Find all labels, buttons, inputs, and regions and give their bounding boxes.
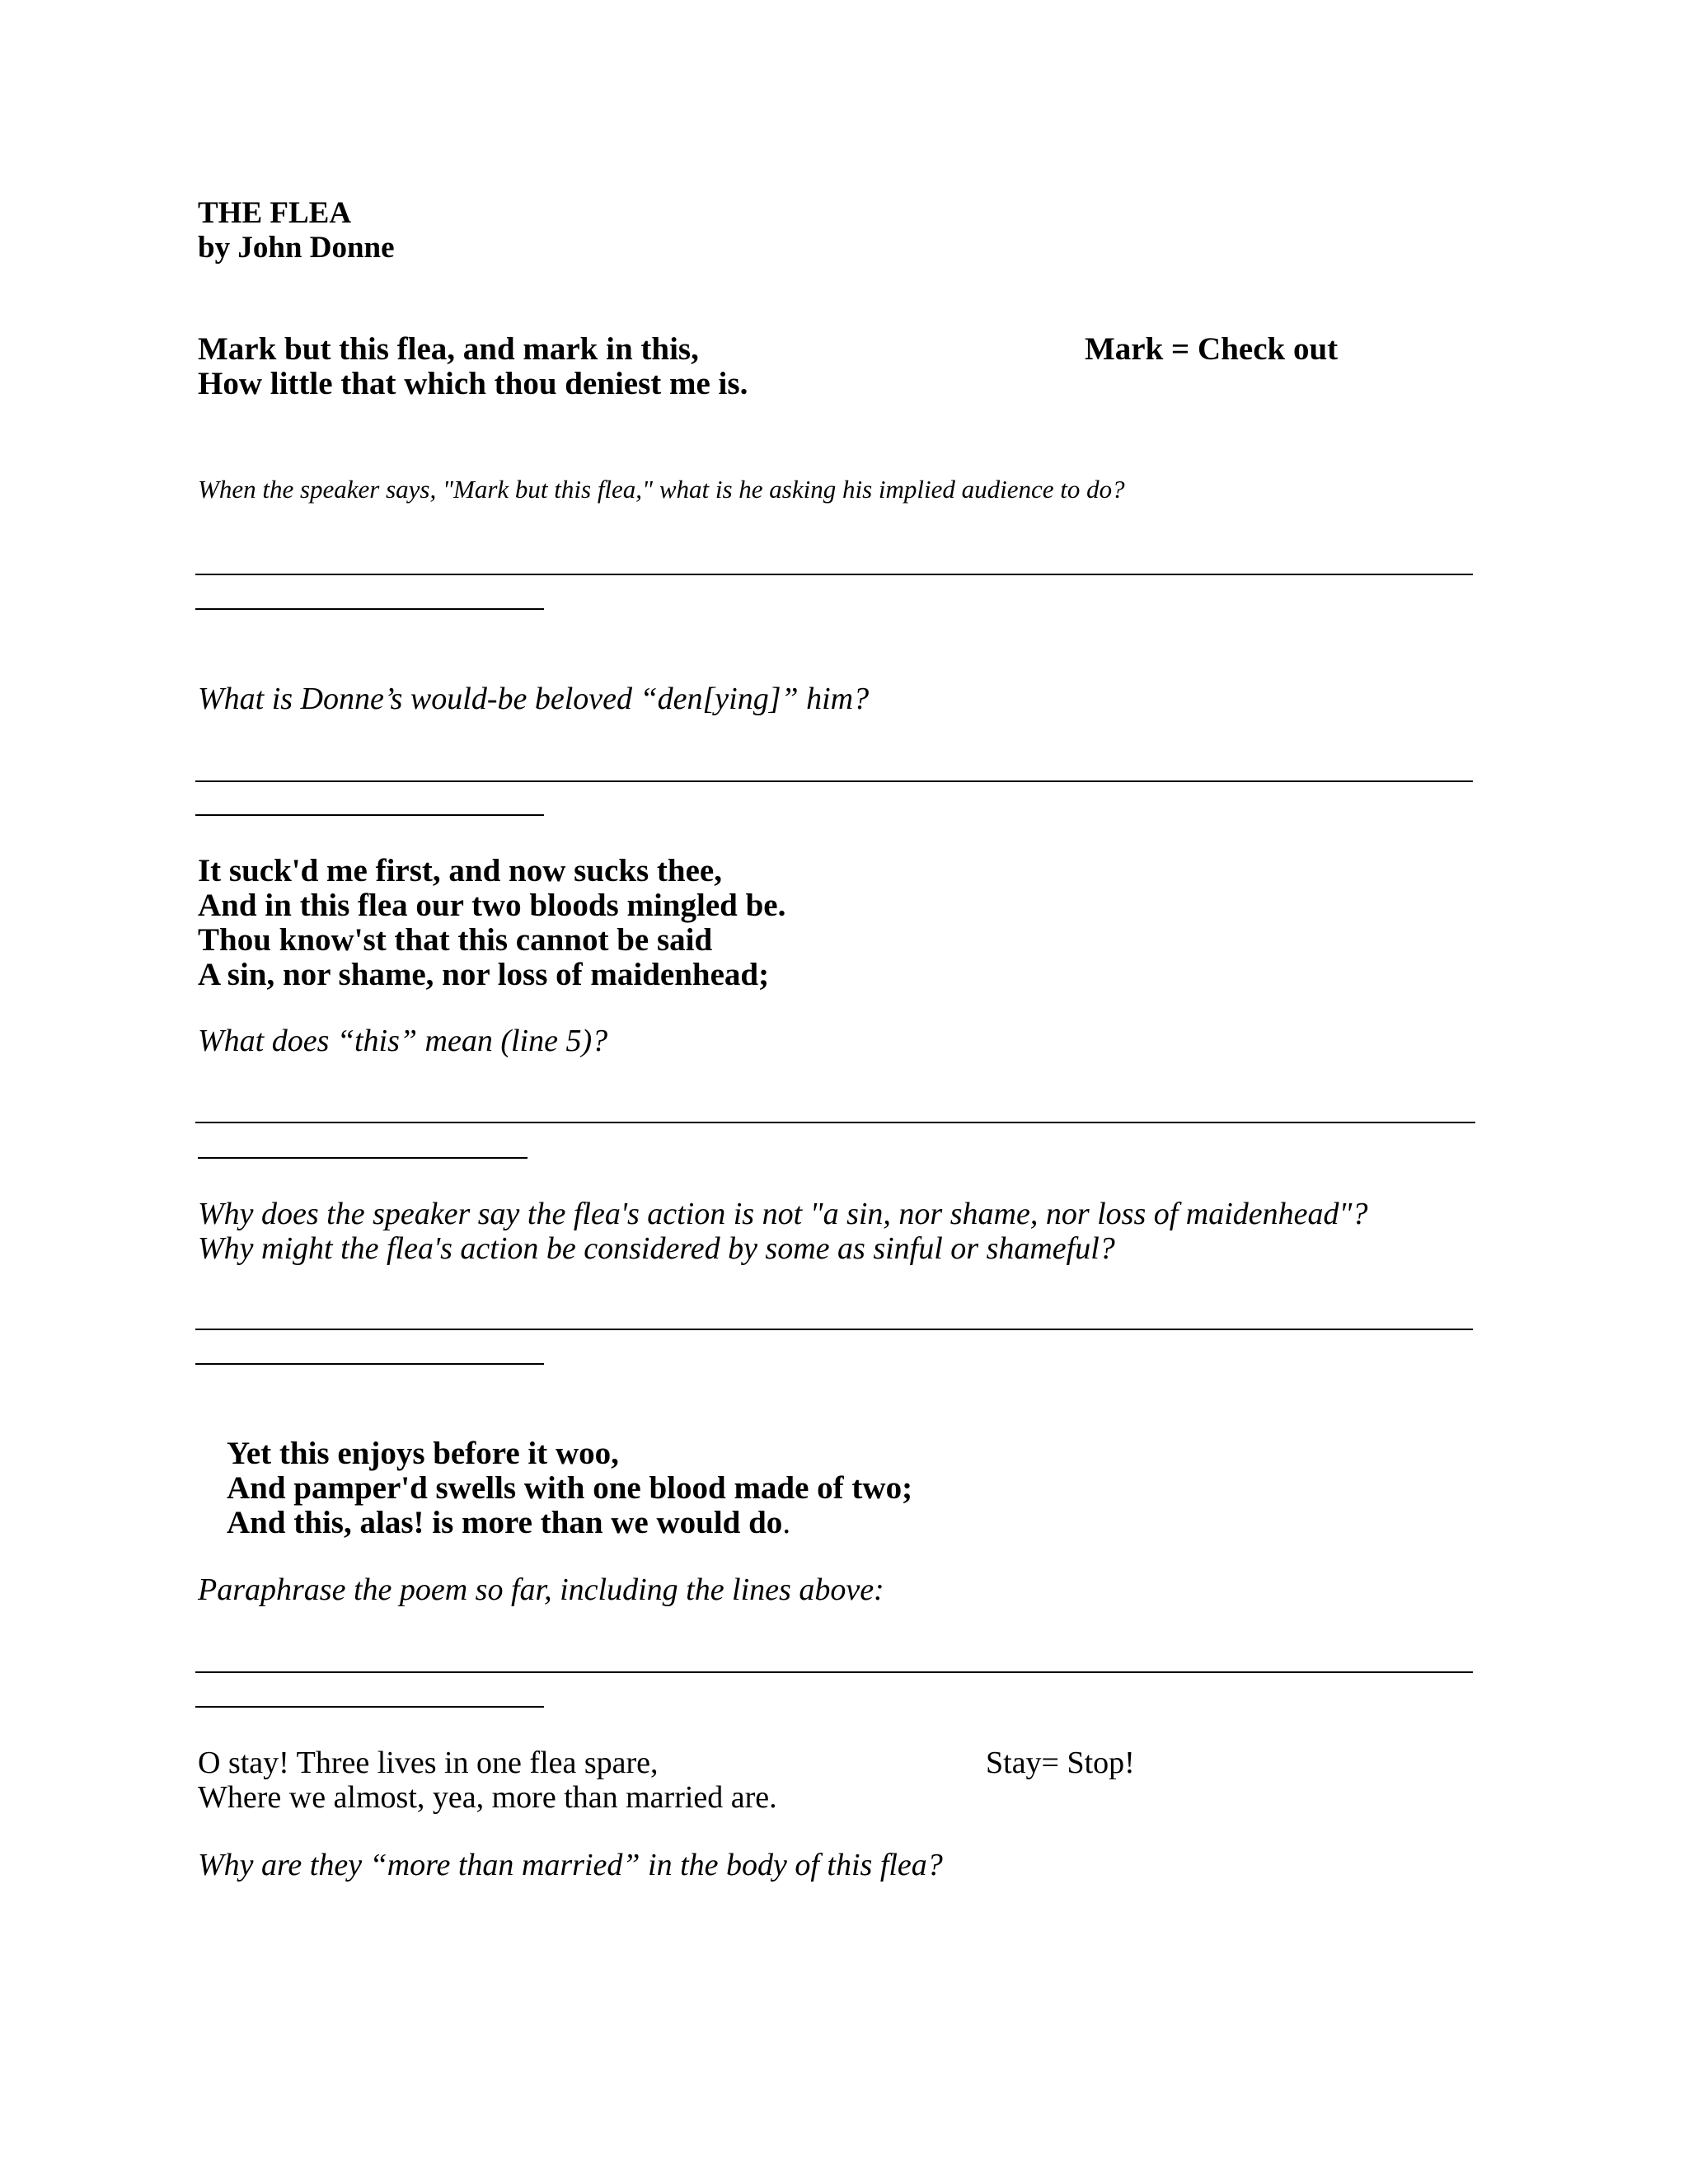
stanza-line: Thou know'st that this cannot be said	[198, 922, 713, 958]
answer-line-3b[interactable]	[198, 1157, 528, 1159]
poem-author: by John Donne	[198, 231, 395, 265]
question-5: Paraphrase the poem so far, including the lines above:	[198, 1572, 884, 1607]
poem-title: THE FLEA	[198, 196, 352, 230]
question-1: When the speaker says, "Mark but this flea," what is he asking his implied audience to do?	[198, 475, 1125, 504]
stanza-line: O stay! Three lives in one flea spare,	[198, 1746, 659, 1780]
stanza-line: And in this flea our two bloods mingled be.	[198, 888, 786, 923]
answer-line-4a[interactable]	[195, 1329, 1473, 1330]
answer-line-1a[interactable]	[195, 574, 1473, 575]
trailing-period: .	[782, 1505, 791, 1540]
answer-line-1b[interactable]	[195, 608, 544, 610]
stanza-4	[198, 1746, 777, 1815]
question-6: Why are they “more than married” in the body of this flea?	[198, 1848, 943, 1882]
stanza-1	[198, 332, 748, 401]
question-line: Why might the flea's action be considered by some as sinful or shameful?	[198, 1231, 1115, 1266]
stanza-line: Where we almost, yea, more than married are.	[198, 1780, 777, 1815]
stanza-line: Mark but this flea, and mark in this,	[198, 331, 699, 367]
stanza-line: And pamper'd swells with one blood made of two;	[227, 1470, 913, 1506]
stanza-line: A sin, nor shame, nor loss of maidenhead;	[198, 957, 770, 992]
stanza-3	[227, 1436, 912, 1540]
stanza-line: It suck'd me first, and now sucks thee,	[198, 853, 722, 888]
answer-line-5a[interactable]	[195, 1671, 1473, 1673]
answer-line-2a[interactable]	[195, 780, 1473, 782]
answer-line-4b[interactable]	[195, 1363, 544, 1365]
answer-line-5b[interactable]	[195, 1706, 544, 1708]
gloss-mark: Mark = Check out	[1085, 331, 1339, 367]
question-3: What does “this” mean (line 5)?	[198, 1024, 608, 1058]
gloss-stay: Stay= Stop!	[986, 1746, 1135, 1780]
stanza-line: Yet this enjoys before it woo,	[227, 1436, 619, 1471]
stanza-2	[198, 854, 785, 992]
stanza-line: How little that which thou deniest me is.	[198, 366, 748, 401]
question-2: What is Donne’s would-be beloved “den[ying]” him?	[198, 682, 870, 716]
question-line: Why does the speaker say the flea's action is not "a sin, nor shame, nor loss of maidenhead"?	[198, 1197, 1368, 1231]
answer-line-2b[interactable]	[195, 814, 544, 816]
stanza-line	[227, 1506, 912, 1540]
stanza-line-text: And this, alas! is more than we would do	[227, 1505, 783, 1540]
answer-line-3a[interactable]	[195, 1122, 1475, 1123]
question-4	[198, 1197, 1368, 1266]
